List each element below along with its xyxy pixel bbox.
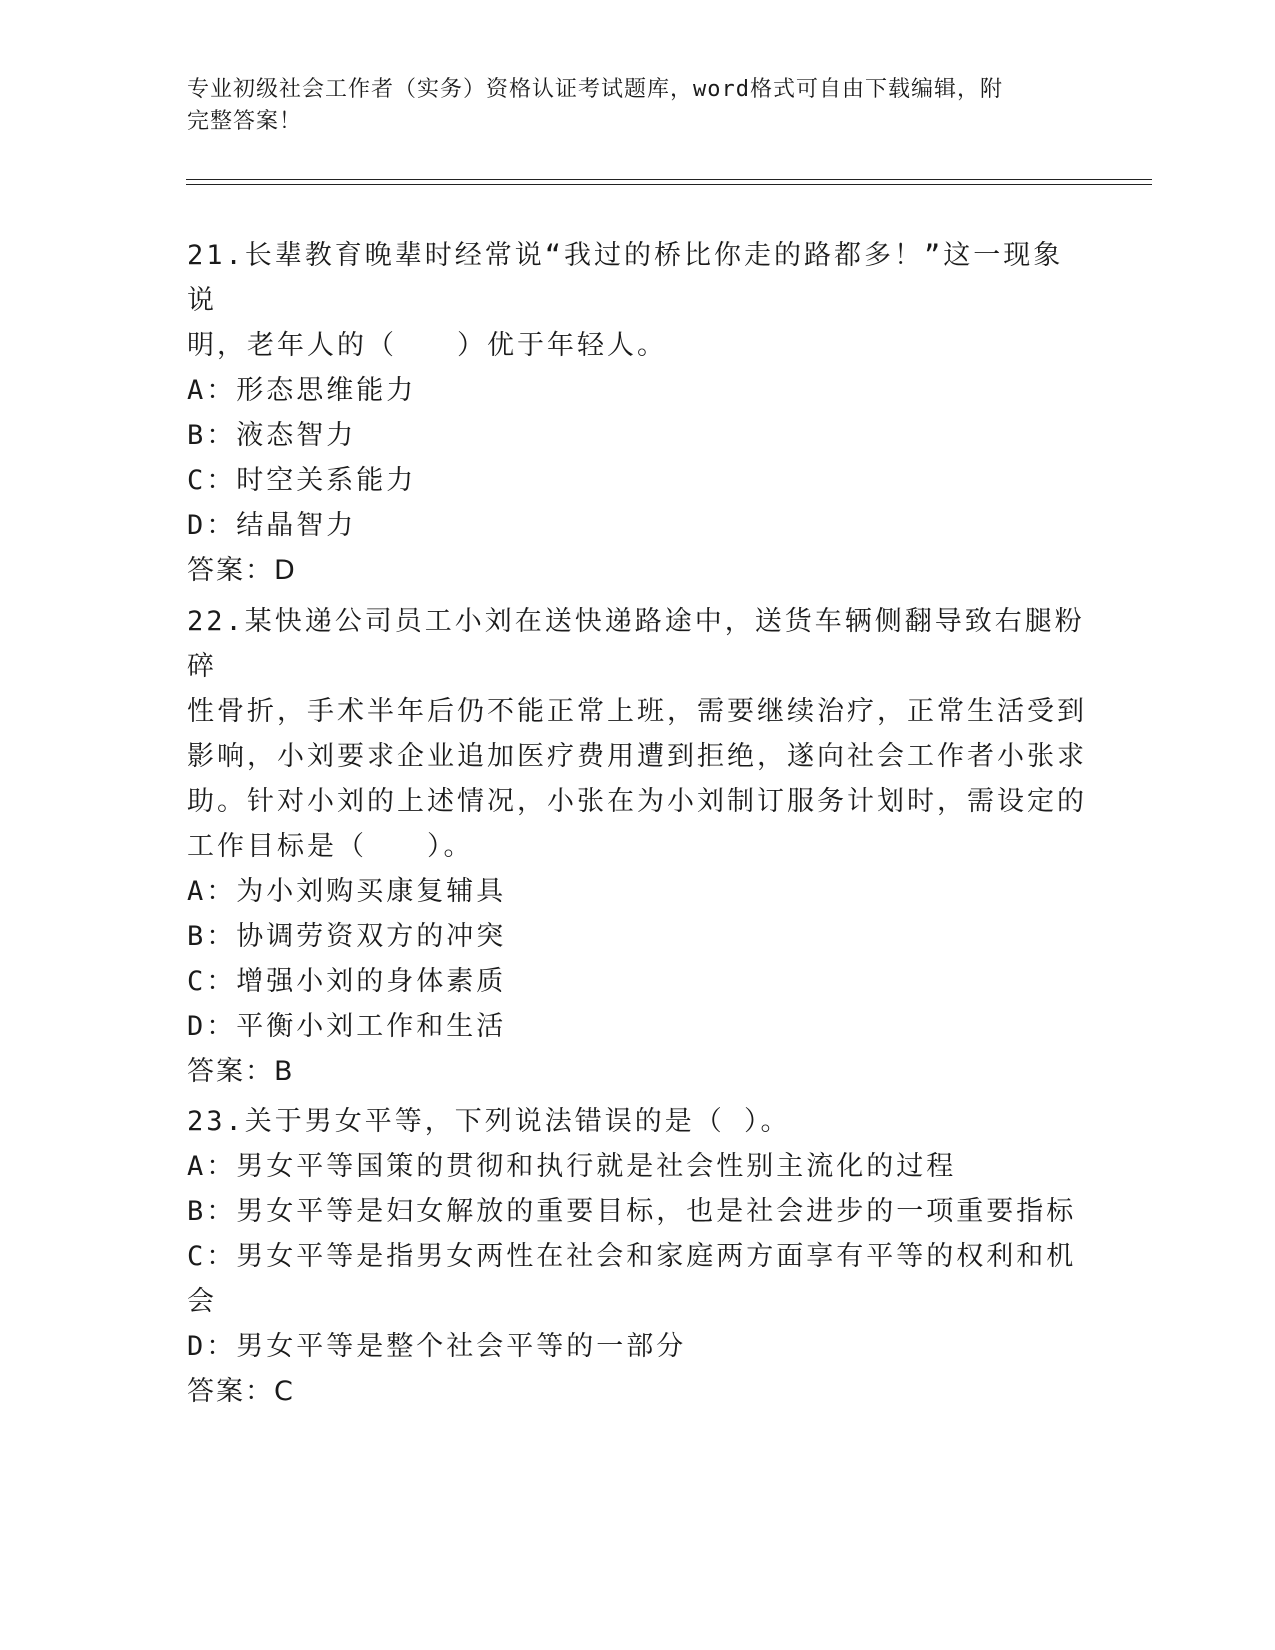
option-c: C：时空关系能力 xyxy=(187,465,417,496)
answer-label: 答案：B xyxy=(187,1056,295,1087)
question-stem-line: 明，老年人的（ ）优于年轻人。 xyxy=(187,330,667,361)
option-c: C：增强小刘的身体素质 xyxy=(187,966,507,997)
option-a: A：男女平等国策的贯彻和执行就是社会性别主流化的过程 xyxy=(187,1151,957,1182)
answer-label: 答案：D xyxy=(187,555,297,586)
option-b: B：男女平等是妇女解放的重要目标，也是社会进步的一项重要指标 xyxy=(187,1196,1077,1227)
option-b: B：协调劳资双方的冲突 xyxy=(187,921,507,952)
header-divider-bottom xyxy=(186,184,1152,185)
question-stem-line: 影响，小刘要求企业追加医疗费用遭到拒绝，遂向社会工作者小张求 xyxy=(187,741,1087,772)
option-d: D：结晶智力 xyxy=(187,510,357,541)
option-a: A：为小刘购买康复辅具 xyxy=(187,876,507,907)
option-d: D：平衡小刘工作和生活 xyxy=(187,1011,507,1042)
header-divider-top xyxy=(186,179,1152,180)
question-22 xyxy=(187,599,1087,1094)
question-stem-line: 性骨折，手术半年后仍不能正常上班，需要继续治疗，正常生活受到 xyxy=(187,696,1087,727)
option-d: D：男女平等是整个社会平等的一部分 xyxy=(187,1331,687,1362)
option-a: A：形态思维能力 xyxy=(187,375,417,406)
option-c: C：男女平等是指男女两性在社会和家庭两方面享有平等的权利和机会 xyxy=(187,1241,1077,1317)
question-23 xyxy=(187,1099,1087,1414)
question-21 xyxy=(187,233,1087,593)
question-stem-line: 工作目标是（ ）。 xyxy=(187,831,474,862)
header-line-1: 专业初级社会工作者（实务）资格认证考试题库，word格式可自由下载编辑，附 xyxy=(187,77,1003,102)
option-b: B：液态智力 xyxy=(187,420,357,451)
answer-label: 答案：C xyxy=(187,1376,295,1407)
question-stem-line: 22.某快递公司员工小刘在送快递路途中，送货车辆侧翻导致右腿粉碎 xyxy=(187,606,1085,682)
header-line-2: 完整答案！ xyxy=(187,109,303,134)
question-stem-line: 21.长辈教育晚辈时经常说“我过的桥比你走的路都多！”这一现象说 xyxy=(187,240,1064,316)
question-stem-line: 23.关于男女平等，下列说法错误的是（ ）。 xyxy=(187,1106,791,1137)
document-header xyxy=(187,74,1067,138)
question-stem-line: 助。针对小刘的上述情况，小张在为小刘制订服务计划时，需设定的 xyxy=(187,786,1087,817)
